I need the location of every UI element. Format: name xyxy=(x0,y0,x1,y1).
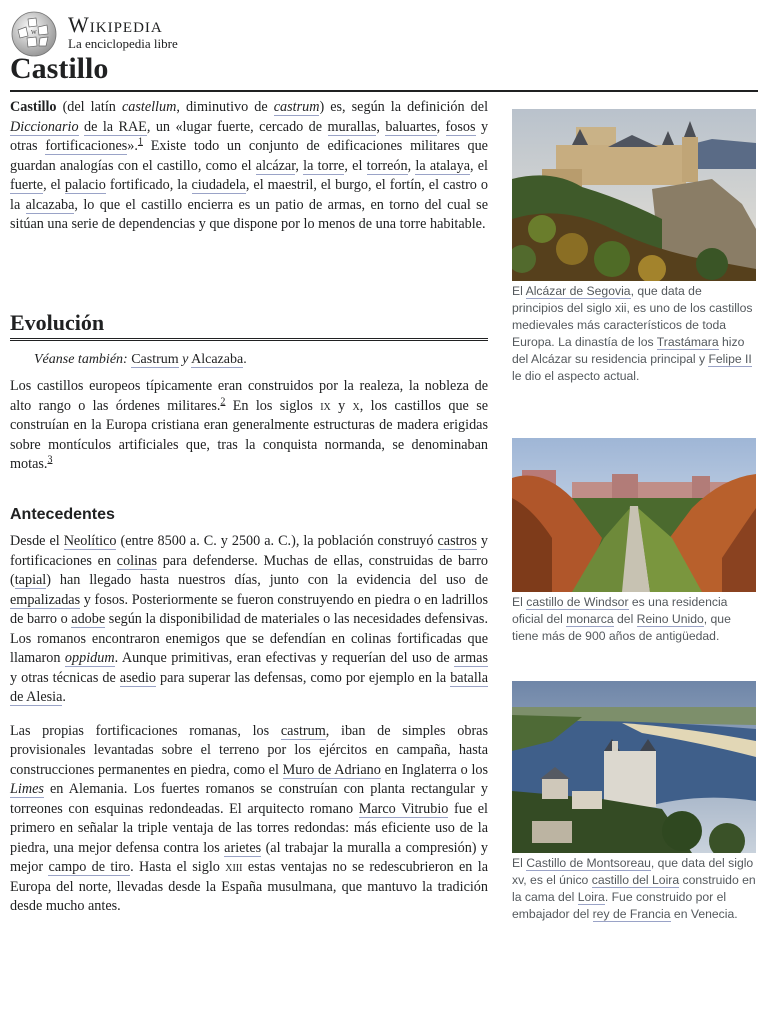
svg-text:W: W xyxy=(31,30,37,36)
text-run: ) han llegado hasta nuestros días, junto con la evidencia del uso de xyxy=(46,572,488,588)
inline-link[interactable]: ciudadela xyxy=(191,177,246,193)
text-run: y xyxy=(330,397,353,414)
section-heading-antecedentes: Antecedentes xyxy=(10,506,115,523)
antecedentes-paragraph-1 xyxy=(10,532,488,708)
caption-link[interactable]: Alcázar de Segovia xyxy=(525,284,631,298)
inline-link[interactable]: Marco Vitrubio xyxy=(358,800,449,817)
text-run: , xyxy=(407,157,416,174)
inline-link[interactable]: la atalaya xyxy=(415,157,470,174)
caption-text: construido en la cama del xyxy=(512,873,756,904)
inline-link[interactable]: asedio xyxy=(119,669,157,686)
bold-term: Castillo xyxy=(10,99,57,115)
figure-castillo-windsor xyxy=(512,438,756,645)
castillo-montsoreau-image[interactable] xyxy=(512,681,756,853)
text-run: , lo que el castillo encierra es un patio de armas, en torno del cual se sitúan una serie de dependencias y que dispone por lo menos de una torre habitable. xyxy=(10,196,488,232)
wikipedia-globe-logo xyxy=(10,10,58,58)
figure-caption xyxy=(512,283,756,385)
inline-link[interactable]: baluartes xyxy=(385,118,437,135)
text-run: , diminutivo de xyxy=(176,99,274,115)
text-run: y otras xyxy=(10,118,489,154)
alcazar-segovia-image[interactable] xyxy=(512,109,756,281)
text-run: para superar las defensas, como por ejemplo en la xyxy=(156,669,451,686)
inline-link[interactable]: Muro de Adriano xyxy=(282,761,381,778)
inline-link[interactable]: fosos xyxy=(445,118,476,135)
text-run: en Alemania. Los fuertes romanos se construían con planta rectangular y torreones con esquinas redondeadas. El arquitecto romano xyxy=(10,781,488,817)
text-run: . xyxy=(62,689,66,705)
caption-text: del xyxy=(613,612,637,626)
text-run: , iban de simples obras provisionales levantadas sobre el terreno por los ejércitos en campaña, hasta construcciones permanentes en piedra, como el xyxy=(10,722,488,778)
text-run: Las propias fortificaciones romanas, los xyxy=(10,722,281,739)
text-run: fortificado, la xyxy=(105,177,192,193)
caption-text: en Venecia. xyxy=(670,907,738,921)
site-wordmark: Wikipedia xyxy=(68,12,163,37)
caption-link[interactable]: monarca xyxy=(566,612,614,626)
link-alcazaba[interactable]: Alcazaba xyxy=(191,352,244,367)
caption-text: El xyxy=(512,284,526,298)
intro-section xyxy=(10,98,488,235)
caption-link[interactable]: Reino Unido xyxy=(636,612,704,626)
text-run: En los siglos xyxy=(225,397,321,414)
inline-link[interactable]: murallas xyxy=(327,118,377,135)
inline-link[interactable]: armas xyxy=(454,650,488,666)
caption-link[interactable]: Loira xyxy=(577,890,605,904)
century-numeral: x xyxy=(352,397,360,414)
text-run: , xyxy=(376,118,386,135)
inline-link[interactable]: colinas xyxy=(116,552,157,569)
text-run: , el xyxy=(344,157,367,174)
inline-link[interactable]: empalizadas xyxy=(10,591,81,608)
text-run: , el maestril, el burgo, el fortín, el castro o la xyxy=(10,177,488,213)
text-run: , los castillos que se construían en la Europa cristiana eran generalmente estructuras de madera erigidas sobre montículos artificiales que, tras la conquista normanda, se denominaban motas. xyxy=(10,397,489,472)
inline-link[interactable]: alcazaba xyxy=(25,196,75,213)
text-run: y otras técnicas de xyxy=(10,669,120,686)
see-also-prefix: Véanse también: xyxy=(34,352,128,367)
caption-link[interactable]: castillo del Loira xyxy=(591,873,680,887)
see-also-period: . xyxy=(243,352,247,367)
text-run: Desde el xyxy=(10,533,64,549)
caption-text: . Fue construido por el embajador del xyxy=(512,890,727,921)
evolucion-section xyxy=(10,377,488,475)
text-run: estas ventajas no se redescubrieron en la Europa del norte, llevadas desde la España musulmana, que mantuvo la tradición desde mucho antes. xyxy=(10,859,488,914)
caption-link[interactable]: castillo de Windsor xyxy=(526,595,629,609)
evolucion-paragraph xyxy=(10,377,488,475)
caption-text: , que data del siglo xv, es el único xyxy=(512,856,754,887)
text-run: , un «lugar fuerte, cercado de xyxy=(146,118,328,135)
text-run: y fosos. Posteriormente se fueron construyendo en piedra o en ladrillos de barro o xyxy=(10,591,488,627)
caption-text: hizo del Alcázar su residencia principal y xyxy=(512,335,745,366)
see-also-joiner: y xyxy=(182,352,189,367)
caption-text: le dio el aspecto actual. xyxy=(512,369,640,383)
inline-link[interactable]: campo de tiro xyxy=(48,859,131,875)
inline-link[interactable]: castrum xyxy=(280,722,326,739)
caption-link[interactable]: Castillo de Montsoreau xyxy=(526,856,651,870)
caption-text: El xyxy=(512,595,527,609)
see-also-note xyxy=(34,352,247,368)
reference-link[interactable]: 2 xyxy=(220,395,226,407)
text-run: en Inglaterra o los xyxy=(380,761,489,778)
inline-link[interactable]: fuerte xyxy=(10,177,44,193)
inline-link[interactable]: de la RAE xyxy=(84,118,147,135)
inline-link[interactable]: oppidum xyxy=(64,650,115,666)
inline-link[interactable]: castrum xyxy=(273,99,320,115)
caption-link[interactable]: Trastámara xyxy=(656,335,719,349)
inline-link[interactable]: batalla de Alesia xyxy=(10,669,488,705)
italic-term: castellum xyxy=(121,99,177,115)
caption-text: es una residencia oficial del xyxy=(512,595,728,626)
figure-castillo-montsoreau xyxy=(512,681,756,923)
text-run: ) es, según la definición del xyxy=(319,99,489,115)
text-run: . Hasta el siglo xyxy=(130,859,226,875)
text-run: para defenderse. Muchas de ellas, construidas de barro ( xyxy=(10,552,488,588)
site-tagline: La enciclopedia libre xyxy=(68,36,178,51)
text-run: , xyxy=(436,118,446,135)
section-heading-evolucion: Evolución xyxy=(10,310,488,341)
text-run: según la disponibilidad de materiales o las necesidades defensivas. Los romanos encontraron enemigos que se defendían en colinas fortificadas que llamaron xyxy=(10,611,488,666)
text-run: , xyxy=(295,157,304,174)
inline-link[interactable]: la torre xyxy=(303,157,345,174)
page-title: Castillo xyxy=(10,52,758,92)
site-header[interactable] xyxy=(8,8,268,56)
text-run: Los castillos europeos típicamente eran construidos por la realeza, la nobleza de alto rango o las órdenes militares. xyxy=(10,378,488,414)
text-run: (del latín xyxy=(56,99,122,115)
figure-caption xyxy=(512,855,756,923)
text-run: Existe todo un conjunto de edificaciones militares que guardan analogías con el castillo, como el xyxy=(10,138,488,174)
antecedentes-section xyxy=(10,532,488,917)
caption-text: , que data de principios del siglo xii, es uno de los castillos medievales más característicos de toda Europa. La dinastía de los xyxy=(512,284,753,349)
intro-paragraph xyxy=(10,98,488,235)
inline-link[interactable]: tapial xyxy=(14,572,47,588)
caption-text: , que tiene más de 900 años de antigüedad. xyxy=(512,612,731,643)
century-numeral: ix xyxy=(320,397,331,414)
caption-link[interactable]: Felipe II xyxy=(708,352,752,366)
inline-link[interactable]: castros xyxy=(437,533,477,549)
text-run: , el xyxy=(470,157,489,174)
text-run: (entre 8500 a. C. y 2500 a. C.), la población construyó xyxy=(116,533,438,549)
reference-link[interactable]: 1 xyxy=(137,136,143,148)
link-castrum[interactable]: Castrum xyxy=(131,352,179,367)
antecedentes-paragraph-2 xyxy=(10,722,488,917)
castillo-windsor-image[interactable] xyxy=(512,438,756,592)
figure-alcazar-segovia xyxy=(512,109,756,385)
text-run: fue el primero en señalar la triple ventaja de las torres redondas: más eficiente uso de la piedra, una mejor defensa contra los xyxy=(10,800,488,856)
text-run: . Aunque primitivas, eran efectivas y requerían del uso de xyxy=(114,650,455,666)
inline-link[interactable]: torreón xyxy=(366,157,408,174)
inline-link[interactable]: palacio xyxy=(64,177,106,193)
inline-link[interactable]: Diccionario xyxy=(10,118,79,135)
figure-caption xyxy=(512,594,756,645)
caption-text: El xyxy=(512,856,527,870)
inline-link[interactable]: fortificaciones xyxy=(45,138,128,154)
inline-link[interactable]: Limes xyxy=(10,781,44,797)
text-run: ». xyxy=(127,138,138,154)
inline-link[interactable]: alcázar xyxy=(255,157,296,174)
text-run: y fortificaciones en xyxy=(10,533,488,569)
century-numeral: xiii xyxy=(225,859,243,875)
text-run: , el xyxy=(43,177,65,193)
caption-link[interactable]: rey de Francia xyxy=(592,907,671,921)
text-run: (al trabajar la muralla a compresión) y mejor xyxy=(10,839,488,875)
reference-link[interactable]: 3 xyxy=(47,454,53,466)
inline-link[interactable]: adobe xyxy=(71,611,106,627)
inline-link[interactable]: Neolítico xyxy=(63,533,117,549)
inline-link[interactable]: arietes xyxy=(224,839,262,856)
